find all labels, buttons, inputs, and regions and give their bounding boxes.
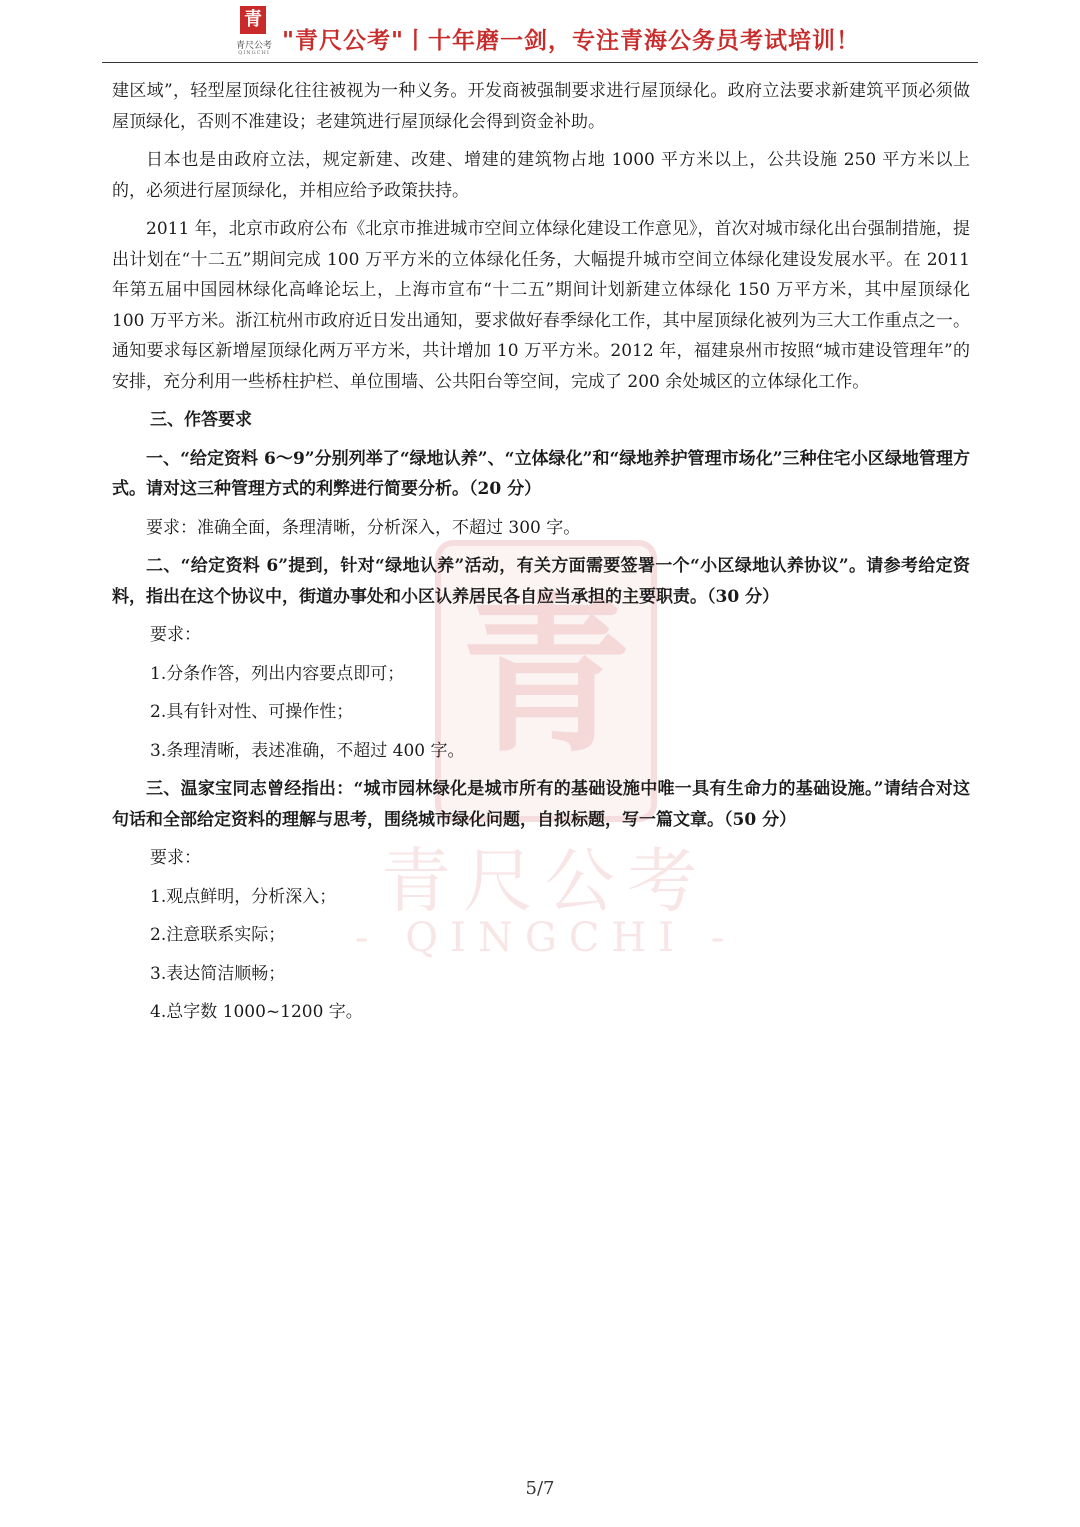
question-3-requirement-title: 要求： — [150, 848, 201, 868]
question-1-requirement: 要求：准确全面，条理清晰，分析深入，不超过 300 字。 — [146, 517, 581, 538]
paragraph-3: 2011 年，北京市政府公布《北京市推进城市空间立体绿化建设工作意见》，首次对城市绿化出台强制措施，提出计划在“十二五”期间完成 100 万平方米的立体绿化任务，大幅提升城市空间立体绿化建设发展水平。在 2011 年第五届中国园林绿化高峰论坛上，上海市宣布“十二五”期间计划新建立体绿化 150 万平方米，其中屋顶绿化 100 万平方米。浙江杭州市政府近日发出通知，要求做好春季绿化工作，其中屋顶绿化被列为三大工作重点之一。通知要求每区新增屋顶绿化两万平方米，共计增加 10 万平方米。2012 年，福建泉州市按照“城市建设管理年”的安排，充分利用一些桥柱护栏、单位围墙、公共阳台等空间，完成了 200 余处城区的立体绿化工作。 — [112, 219, 970, 392]
question-3-requirement-item: 3.表达简洁顺畅； — [150, 963, 286, 984]
logo-name: 青尺公考 — [235, 41, 272, 51]
question-2-requirement-title: 要求： — [150, 625, 201, 645]
watermark-name: 青尺公考 — [381, 840, 709, 922]
watermark-char: 青 — [460, 576, 631, 776]
question-3-requirement-item: 1.观点鲜明，分析深入； — [150, 886, 337, 907]
section-title: 三、作答要求 — [150, 410, 252, 430]
page-header — [102, 0, 978, 63]
question-2-requirement-item: 1.分条作答，列出内容要点即可； — [150, 663, 405, 684]
logo-seal-icon: 青 — [240, 6, 266, 34]
watermark-latin: - QINGCHI - — [355, 915, 737, 961]
header-slogan: "青尺公考"丨十年磨一剑，专注青海公务员考试培训！ — [282, 27, 860, 54]
document-body — [112, 76, 970, 1036]
question-3-requirement-item: 4.总字数 1000~1200 字。 — [150, 1002, 363, 1022]
question-2-requirement-item: 2.具有针对性、可操作性； — [150, 702, 354, 722]
question-1: 一、“给定资料 6～9”分别列举了“绿地认养”、“立体绿化”和“绿地养护管理市场化”三种住宅小区绿地管理方式。请对这三种管理方式的利弊进行简要分析。（20 分） — [112, 448, 970, 499]
question-3: 三、温家宝同志曾经指出：“城市园林绿化是城市所有的基础设施中唯一具有生命力的基础设施。”请结合对这句话和全部给定资料的理解与思考，围绕城市绿化问题，自拟标题，写一篇文章。（50 分） — [112, 779, 970, 830]
question-2: 二、“给定资料 6”提到，针对“绿地认养”活动，有关方面需要签署一个“小区绿地认养协议”。请参考给定资料，指出在这个协议中，街道办事处和小区认养居民各自应当承担的主要职责。（30 分） — [112, 556, 970, 607]
question-3-requirement-item: 2.注意联系实际； — [150, 925, 286, 945]
logo — [232, 6, 276, 56]
question-2-requirement-item: 3.条理清晰，表述准确，不超过 400 字。 — [150, 740, 465, 761]
page-number: 5/7 — [525, 1478, 555, 1499]
paragraph-2: 日本也是由政府立法，规定新建、改建、增建的建筑物占地 1000 平方米以上，公共设施 250 平方米以上的，必须进行屋顶绿化，并相应给予政策扶持。 — [112, 150, 970, 201]
logo-latin: QINGCHI — [238, 50, 270, 56]
paragraph-1: 建区域”，轻型屋顶绿化往往被视为一种义务。开发商被强制要求进行屋顶绿化。政府立法要求新建筑平顶必须做屋顶绿化，否则不准建设；老建筑进行屋顶绿化会得到资金补助。 — [112, 81, 970, 132]
